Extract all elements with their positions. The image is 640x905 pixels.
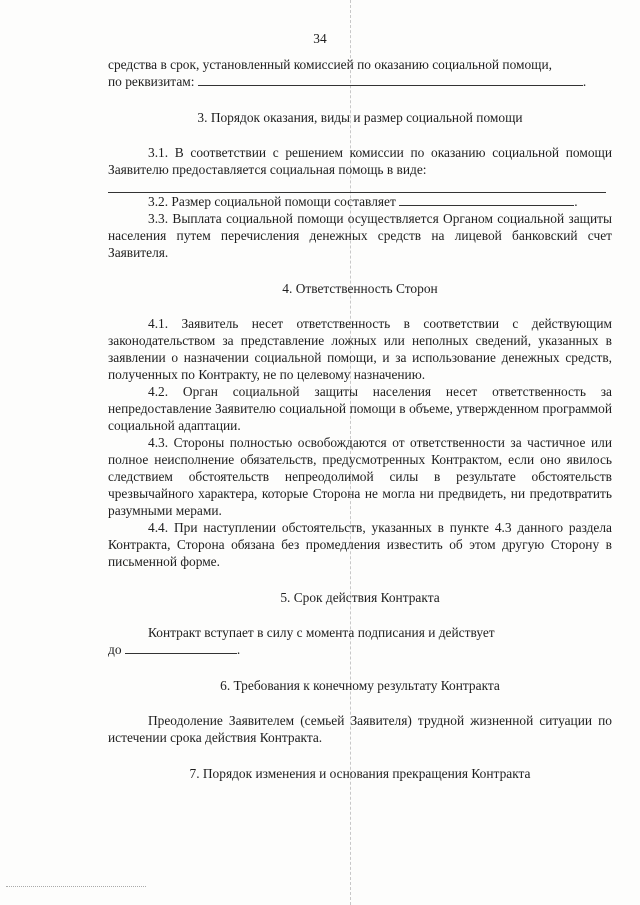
requisites-blank: [198, 73, 583, 86]
section-6-heading: 6. Требования к конечному результату Контракта: [220, 678, 500, 693]
clause-4-1: 4.1. Заявитель несет ответственность в соответствии с действующим законодательством за представление ложных или неполных сведений, указанных в заявлении о назначении социальной помощи, и за использование денежных средств, полученных по Контракту, не по целевому назначению.: [108, 316, 612, 382]
until-label: до: [108, 642, 122, 657]
section-5-heading: 5. Срок действия Контракта: [280, 590, 440, 605]
until-date-blank: [125, 641, 237, 654]
clause-3-2-blank: [399, 193, 574, 206]
section-7-heading: 7. Порядок изменения и основания прекращения Контракта: [189, 766, 531, 781]
section-5-text: Контракт вступает в силу с момента подписания и действует: [148, 625, 495, 640]
clause-3-2: 3.2. Размер социальной помощи составляет: [148, 194, 396, 209]
requisites-label: по реквизитам:: [108, 74, 195, 89]
intro-requisites: по реквизитам: .: [108, 74, 587, 89]
section-3-heading: 3. Порядок оказания, виды и размер социальной помощи: [197, 110, 523, 125]
clause-3-1: 3.1. В соответствии с решением комиссии по оказанию социальной помощи Заявителю предоставляется социальная помощь в виде:: [108, 145, 612, 177]
scan-artifact: [6, 886, 146, 887]
clause-4-2: 4.2. Орган социальной защиты населения несет ответственность за непредоставление Заявителю социальной помощи в объеме, утвержденном программой социальной адаптации.: [108, 384, 612, 433]
section-4-heading: 4. Ответственность Сторон: [282, 281, 438, 296]
clause-3-1-blank: [108, 178, 606, 193]
clause-3-2-line: 3.2. Размер социальной помощи составляет .: [148, 194, 578, 209]
intro-line: средства в срок, установленный комиссией по оказанию социальной помощи,: [108, 57, 553, 72]
page-number: 34: [313, 31, 327, 46]
document-body: [108, 56, 612, 800]
clause-4-4: 4.4. При наступлении обстоятельств, указанных в пункте 4.3 данного раздела Контракта, Сторона обязана без промедления известить об этом другую Сторону в письменной форме.: [108, 520, 612, 569]
section-5-until: до .: [108, 642, 241, 657]
section-6-text: Преодоление Заявителем (семьей Заявителя) трудной жизненной ситуации по истечении срока действия Контракта.: [108, 713, 612, 745]
clause-4-3: 4.3. Стороны полностью освобождаются от ответственности за частичное или полное неисполнение обязательств, предусмотренных Контрактом, если оно явилось следствием обстоятельств непреодолимой силы в результате обстоятельств чрезвычайного характера, которые Сторона не могла ни предвидеть, ни предотвратить разумными мерами.: [108, 435, 612, 518]
clause-3-3: 3.3. Выплата социальной помощи осуществляется Органом социальной защиты населения путем перечисления денежных средств на лицевой банковский счет Заявителя.: [108, 211, 612, 260]
